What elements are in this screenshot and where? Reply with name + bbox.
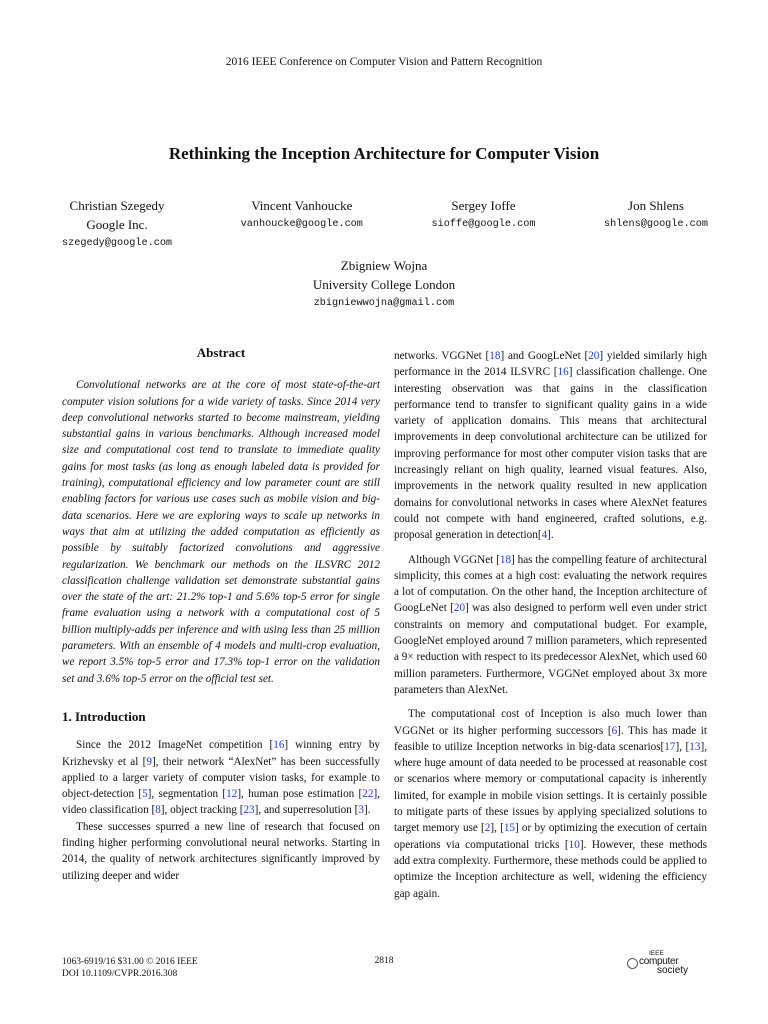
citation-link[interactable]: 9	[146, 755, 152, 768]
author-block	[241, 196, 363, 254]
text-run: ] classification challenge. One interesting observation was that gains in the classification performance tend to transfer to significant quality gains in a wide variety of application domains. This means that architectural improvements in deep convolutional architecture can be utilized for improving performance for most other computer vision tasks that are increasingly reliant on high quality, learned visual features. Also, improvements in the network quality resulted in new application domains for convolutional networks in cases where AlexNet features could not compete with hand engineered, crafted solutions, e.g. proposal generation in detection[	[394, 366, 708, 542]
citation-link[interactable]: 20	[588, 350, 600, 362]
author-name: Christian Szegedy	[69, 198, 165, 213]
author-block	[0, 256, 768, 314]
page-number: 2818	[374, 956, 394, 966]
citation-link[interactable]: 16	[557, 366, 569, 379]
right-column	[394, 348, 707, 902]
text-run: The computational cost of Inception is also much lower than VGGNet or its higher performing successors [	[394, 708, 707, 737]
citation-link[interactable]: 4	[541, 529, 548, 542]
footer-doi: DOI 10.1109/CVPR.2016.308	[62, 969, 178, 979]
ieee-computer-society-logo	[627, 950, 707, 980]
author-affiliation: University College London	[312, 277, 456, 292]
intro-paragraph	[62, 737, 380, 818]
citation-link[interactable]: 10	[568, 838, 580, 851]
citation-link[interactable]: 18	[499, 553, 512, 566]
citation-link[interactable]: 8	[155, 804, 161, 817]
author-email[interactable]: vanhoucke@google.com	[240, 219, 363, 230]
author-list	[62, 196, 708, 254]
citation-link[interactable]: 6	[611, 724, 618, 737]
intro-paragraph: These successes spurred a new line of research that focused on finding higher performing convolutional neural networks. Starting in 2014, the quality of network architectures significantly improved by utilizing deeper and wider	[62, 820, 380, 882]
text-run: ], video classification [	[62, 788, 380, 817]
logo-society-text: society	[657, 965, 689, 976]
author-name: Jon Shlens	[628, 198, 684, 213]
citation-link[interactable]: 5	[142, 788, 148, 801]
author-block	[432, 196, 536, 254]
author-block	[604, 196, 708, 254]
author-name: Zbigniew Wojna	[340, 258, 428, 273]
author-email[interactable]: shlens@google.com	[604, 219, 708, 230]
text-run: ], their network “AlexNet” has been successfully applied to a larger variety of computer vision tasks, for example to object-detection [	[62, 755, 380, 801]
text-run: ] has the compelling feature of architectural simplicity, this comes at a high cost: evaluating the network requires a lot of computation. On the other hand, the Inception architecture of GoogLeNet [	[394, 553, 707, 615]
text-run: ]. However, these methods add extra complexity. Furthermore, these methods could be applied to optimize the Inception architecture as well, widening the efficiency gap again.	[394, 838, 707, 900]
footer-issn: 1063-6919/16 $31.00 © 2016 IEEE	[62, 957, 198, 967]
text-run: ] and GoogLeNet [	[500, 350, 589, 362]
citation-link[interactable]: 22	[362, 788, 374, 801]
citation-link[interactable]: 23	[243, 804, 255, 817]
text-run: ] or by optimizing the execution of certain operations via computational tricks [	[394, 822, 708, 851]
body-paragraph	[394, 348, 707, 544]
logo-ieee-text: IEEE	[649, 950, 664, 957]
text-run: Although VGGNet [	[408, 553, 500, 566]
citation-link[interactable]: 12	[226, 788, 238, 801]
citation-link[interactable]: 16	[273, 739, 285, 752]
author-name: Vincent Vanhoucke	[251, 198, 353, 213]
citation-link[interactable]: 18	[489, 350, 501, 362]
text-run: ].	[547, 529, 554, 542]
paper-title: Rethinking the Inception Architecture for Computer Vision	[168, 144, 600, 163]
logo-computer-text: computer	[639, 956, 679, 967]
body-paragraph	[394, 552, 707, 699]
text-run: ] was also designed to perform well even under strict constraints on memory and computational budget. For example, GoogleNet employed around 7 million parameters, which represented a 9× reduction with respect to its predecessor AlexNet, which used 60 million parameters. Furthermore, VGGNet employed about 3x more parameters than AlexNet.	[394, 602, 707, 696]
text-run: ], segmentation [	[147, 788, 227, 801]
body-paragraph	[394, 706, 707, 902]
citation-link[interactable]: 3	[358, 804, 364, 817]
citation-link[interactable]: 2	[484, 822, 491, 835]
text-run: ], [	[490, 822, 504, 835]
citation-link[interactable]: 13	[689, 740, 701, 753]
left-column	[62, 345, 380, 884]
text-run: ], human pose estimation [	[237, 788, 363, 801]
author-email[interactable]: zbigniewwojna@gmail.com	[313, 298, 455, 309]
text-run: Since the 2012 ImageNet competition [	[76, 739, 274, 752]
text-run: ] yielded similarly high performance in the 2014 ILSVRC [	[394, 350, 707, 379]
text-run: ], [	[675, 740, 690, 753]
text-run: ], and superresolution [	[254, 804, 359, 817]
section-heading-introduction: 1. Introduction	[62, 708, 146, 724]
text-run: ], where huge amount of data needed to be processed at reasonable cost or scenarios where memory or computational capacity is inherently limited, for example in mobile vision settings. It is certainly possible to mitigate parts of these issues by applying specialized solutions to target memory use [	[394, 740, 708, 835]
conference-header: 2016 IEEE Conference on Computer Vision and Pattern Recognition	[225, 56, 543, 68]
author-block	[62, 196, 172, 254]
author-affiliation: Google Inc.	[86, 217, 148, 232]
text-run: networks. VGGNet [	[394, 350, 490, 362]
text-run: ] winning entry by Krizhevsky et al [	[62, 739, 381, 768]
text-run: ]. This has made it feasible to utilize Inception networks in big-data scenarios[	[394, 724, 707, 753]
text-run: ].	[364, 804, 371, 817]
globe-icon	[627, 958, 638, 969]
author-name: Sergey Ioffe	[451, 198, 516, 213]
text-run: ], object tracking [	[160, 804, 244, 817]
abstract-heading: Abstract	[196, 345, 246, 360]
citation-link[interactable]: 17	[664, 740, 676, 753]
abstract-text: Convolutional networks are at the core of most state-of-the-art computer vision solutions for a wide variety of tasks. Since 2014 very deep convolutional networks started to become mainstream, yielding substantial gains in various benchmarks. Although increased model size and computational cost tend to translate to immediate quality gains for most tasks (as long as enough labeled data is provided for training), computational efficiency and low parameter count are still enabling factors for various use cases such as mobile vision and big-data scenarios. Here we are exploring ways to scale up networks in ways that aim at utilizing the added computation as efficiently as possible by suitably factorized convolutions and aggressive regularization. We benchmark our methods on the ILSVRC 2012 classification challenge validation set demonstrate substantial gains over the state of the art: 21.2% top-1 and 5.6% top-5 error for single frame evaluation using a network with a computational cost of 5 billion multiply-adds per inference and with using less than 25 million parameters. With an ensemble of 4 models and multi-crop evaluation, we report 3.5% top-5 error and 17.3% top-1 error on the validation set and 3.6% top-5 error on the official test set.	[62, 379, 380, 685]
author-email[interactable]: sioffe@google.com	[431, 219, 536, 230]
author-email[interactable]: szegedy@google.com	[62, 238, 173, 249]
citation-link[interactable]: 15	[503, 822, 516, 835]
citation-link[interactable]: 20	[453, 602, 466, 615]
